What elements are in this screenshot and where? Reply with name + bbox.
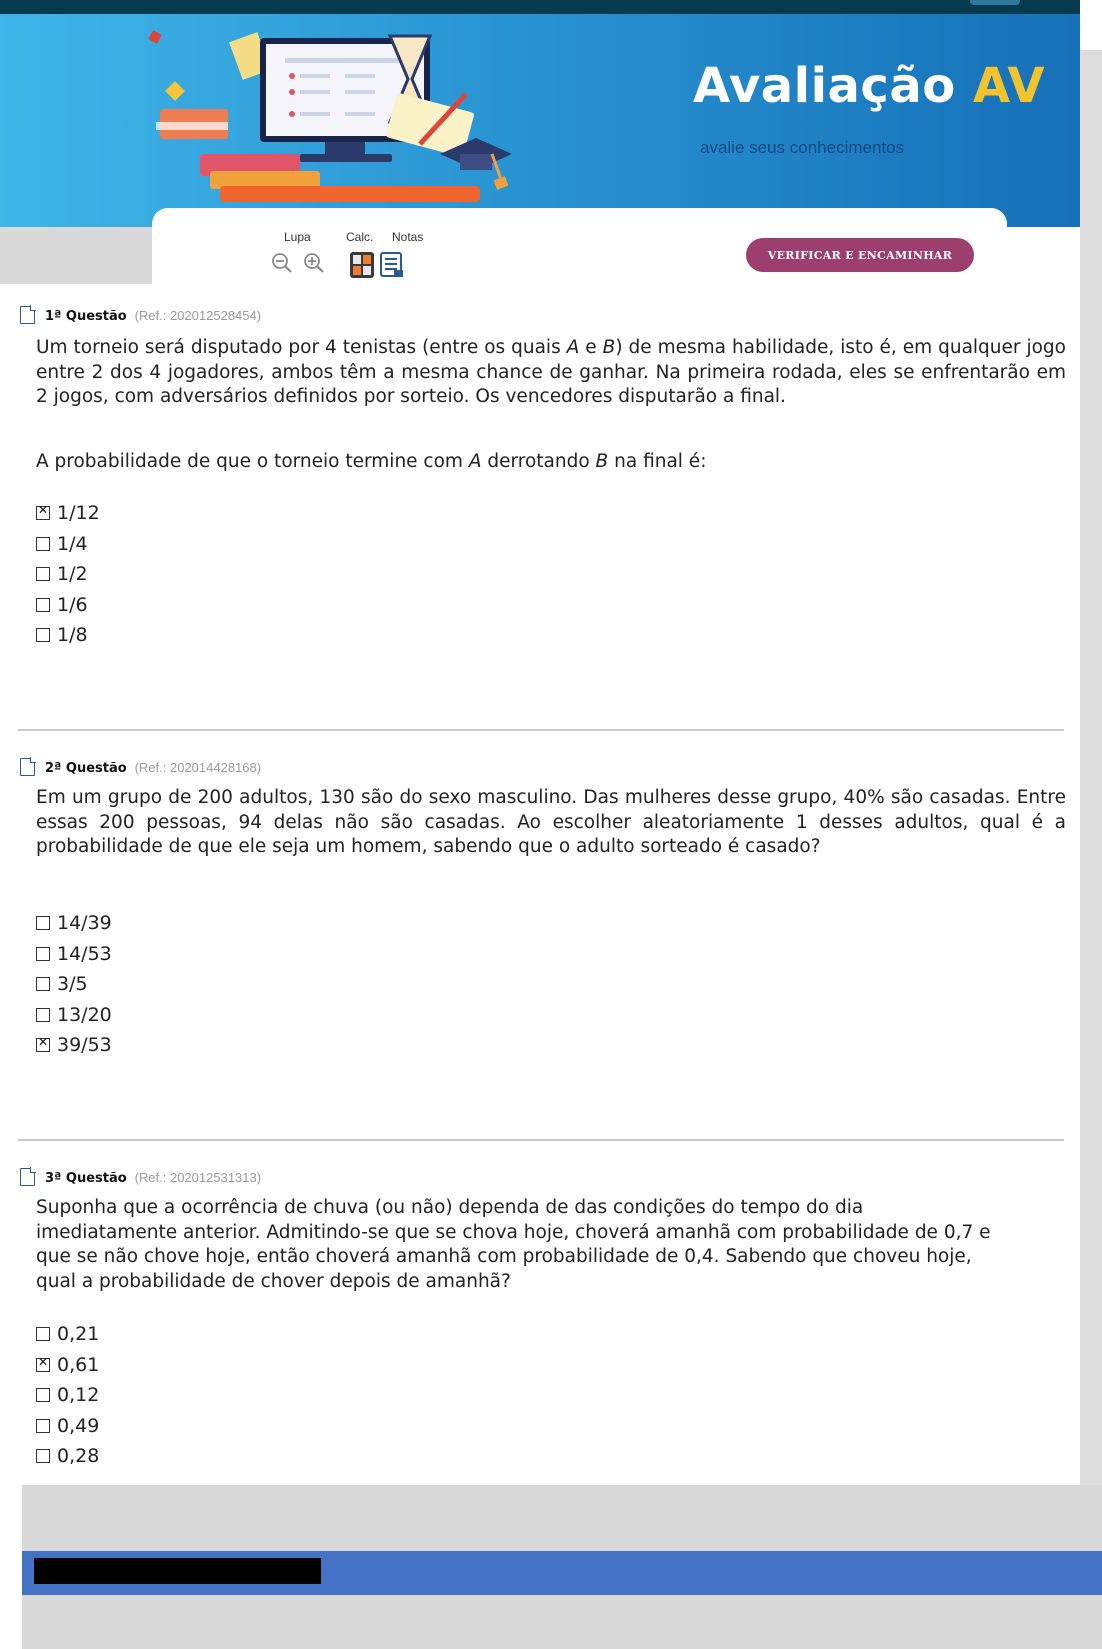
question-divider <box>18 1139 1064 1141</box>
verify-and-submit-button[interactable]: VERIFICAR E ENCAMINHAR <box>746 238 974 272</box>
answer-checkbox[interactable] <box>36 1449 50 1463</box>
zoom-in-icon[interactable] <box>303 252 325 274</box>
answer-option[interactable] <box>36 1380 99 1411</box>
question-number: 1ª Questão <box>45 309 127 324</box>
question-ref: (Ref.: 202014428168) <box>134 760 262 775</box>
page-title-accent: AV <box>972 58 1045 114</box>
answer-option[interactable] <box>36 1350 99 1381</box>
question-text-italic: B <box>602 337 616 358</box>
question-prompt <box>36 451 706 472</box>
zoom-out-icon[interactable] <box>271 252 293 274</box>
answer-options <box>36 908 112 1061</box>
top-bar-tab <box>970 0 1020 5</box>
answer-option[interactable] <box>36 529 100 560</box>
answer-option[interactable] <box>36 969 112 1000</box>
answer-label: 0,49 <box>57 1414 100 1437</box>
answer-option[interactable] <box>36 1441 99 1472</box>
answer-checkbox[interactable] <box>36 506 50 520</box>
answer-option[interactable] <box>36 1000 112 1031</box>
answer-option[interactable] <box>36 1319 99 1350</box>
answer-label: 0,21 <box>57 1323 100 1346</box>
answer-label: 0,28 <box>57 1445 100 1468</box>
question-text <box>36 336 1066 410</box>
answer-label: 14/39 <box>57 912 112 935</box>
answer-option[interactable] <box>36 559 100 590</box>
answer-label: 3/5 <box>57 973 88 996</box>
answer-option[interactable] <box>36 620 100 651</box>
answer-checkbox[interactable] <box>36 537 50 551</box>
prompt-part: na final é: <box>608 451 707 472</box>
answer-checkbox[interactable] <box>36 947 50 961</box>
lupa-label: Lupa <box>284 230 311 244</box>
answer-label: 39/53 <box>57 1034 112 1057</box>
header-banner <box>0 14 1080 227</box>
calc-label: Calc. <box>346 230 374 244</box>
answer-option[interactable] <box>36 908 112 939</box>
page-title <box>693 58 1045 114</box>
redacted-block <box>34 1558 321 1584</box>
toolbar-left-gutter <box>0 227 152 284</box>
question-divider <box>18 729 1064 731</box>
document-icon <box>20 306 35 324</box>
answer-label: 0,61 <box>57 1353 100 1376</box>
answer-option[interactable] <box>36 590 100 621</box>
document-icon <box>20 1168 35 1186</box>
top-navigation-bar <box>0 0 1080 14</box>
notas-label: Notas <box>392 230 424 244</box>
question-text-part: ) de mesma habilidade, isto é, em qualquer jogo entre 2 dos 4 jogadores, ambos têm a mesma chance de ganhar. Na primeira rodada, eles se enfrentarão em 2 jogos, com adversários definidos por sorteio. Os vencedores disputarão a final. <box>36 337 1066 407</box>
answer-label: 1/6 <box>57 593 88 616</box>
question-header <box>20 1168 261 1186</box>
answer-checkbox[interactable] <box>36 1327 50 1341</box>
prompt-italic: A <box>468 451 482 472</box>
question-ref: (Ref.: 202012531313) <box>134 1170 262 1185</box>
answer-checkbox[interactable] <box>36 916 50 930</box>
question-text-part: e <box>579 337 603 358</box>
page-subtitle: avalie seus conhecimentos <box>700 138 905 157</box>
prompt-italic: B <box>595 451 609 472</box>
answer-checkbox[interactable] <box>36 977 50 991</box>
answer-checkbox[interactable] <box>36 1388 50 1402</box>
answer-label: 1/12 <box>57 502 100 525</box>
answer-label: 1/2 <box>57 563 88 586</box>
answer-checkbox[interactable] <box>36 598 50 612</box>
page-title-main: Avaliação <box>693 58 956 114</box>
prompt-part: derrotando <box>481 451 596 472</box>
answer-checkbox[interactable] <box>36 1358 50 1372</box>
question-text-italic: A <box>566 337 580 358</box>
answer-checkbox[interactable] <box>36 567 50 581</box>
question-text: Suponha que a ocorrência de chuva (ou não) dependa de das condições do tempo do dia imediatamente anterior. Admitindo-se que se chova hoje, choverá amanhã com probabilidade de 0,7 e que se não chove hoje, então choverá amanhã com probabilidade de 0,4. Sabendo que choveu hoje, qual a probabilidade de chover depois de amanhã? <box>36 1197 991 1292</box>
answer-options <box>36 1319 99 1472</box>
question-header <box>20 306 261 324</box>
answer-checkbox[interactable] <box>36 1419 50 1433</box>
question-text: Em um grupo de 200 adultos, 130 são do sexo masculino. Das mulheres desse grupo, 40% são casadas. Entre essas 200 pessoas, 94 delas não são casadas. Ao escolher aleatoriamente 1 desses adultos, qual é a probabilidade de que ele seja um homem, sabendo que o adulto sorteado é casado? <box>36 787 1066 857</box>
answer-option[interactable] <box>36 498 100 529</box>
answer-label: 13/20 <box>57 1003 112 1026</box>
answer-checkbox[interactable] <box>36 628 50 642</box>
answer-options <box>36 498 100 651</box>
answer-label: 1/4 <box>57 532 88 555</box>
document-icon <box>20 758 35 776</box>
question-header <box>20 758 261 776</box>
question-ref: (Ref.: 202012528454) <box>134 308 262 323</box>
answer-option[interactable] <box>36 1030 112 1061</box>
question-number: 3ª Questão <box>45 1171 127 1186</box>
right-gutter <box>1080 50 1102 1485</box>
notes-icon[interactable] <box>380 251 404 278</box>
answer-option[interactable] <box>36 939 112 970</box>
answer-label: 1/8 <box>57 624 88 647</box>
answer-checkbox[interactable] <box>36 1038 50 1052</box>
calculator-icon[interactable] <box>350 252 374 278</box>
answer-option[interactable] <box>36 1411 99 1442</box>
answer-checkbox[interactable] <box>36 1008 50 1022</box>
exam-illustration <box>140 14 700 227</box>
question-number: 2ª Questão <box>45 761 127 776</box>
prompt-part: A probabilidade de que o torneio termine com <box>36 451 469 472</box>
answer-label: 14/53 <box>57 942 112 965</box>
answer-label: 0,12 <box>57 1384 100 1407</box>
question-text-part: Um torneio será disputado por 4 tenistas (entre os quais <box>36 337 567 358</box>
